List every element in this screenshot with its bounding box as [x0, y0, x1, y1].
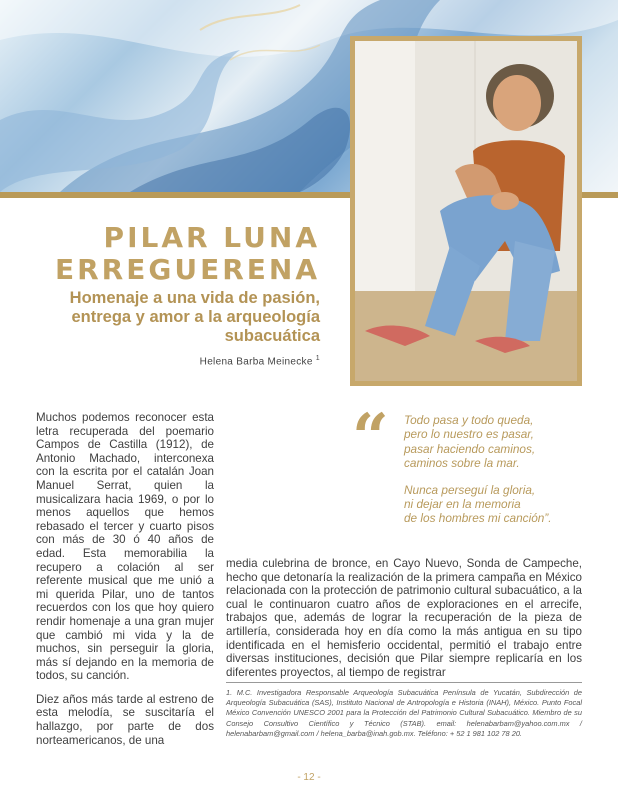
title-line: PILAR LUNA — [103, 221, 320, 254]
article-subtitle — [20, 289, 320, 346]
quote-line: Nunca perseguí la gloria, — [404, 482, 536, 497]
portrait-photo — [355, 41, 577, 381]
body-column-left — [36, 411, 214, 757]
author-byline — [200, 355, 320, 367]
quote-line: ni dejar en la memoria — [404, 497, 521, 512]
portrait-photo-frame — [350, 36, 582, 386]
footnote-divider — [226, 682, 582, 683]
body-column-right — [226, 557, 582, 679]
subtitle-line: Homenaje a una vida de pasión, — [69, 289, 320, 307]
quote-line: de los hombres mi canción”. — [404, 511, 552, 526]
body-paragraph: Muchos podemos reconocer esta letra recuperada del poemario Campos de Castilla (1912), de Antonio Machado, interconexa con la escrita por el catalán Joan Manuel Serrat, quien la musicalizara hacia 1969, o por lo menos aquellos que hemos rebasado el tercer y cuarto pisos con más de 30 ó 40 años de edad. Esta memorabilia la recupero a colación al ser referente musical que me unió a mi querida Pilar, uno de tantos recuerdos con los que hoy quiero rendir homenaje a una gran mujer que cambió mi vida y la de muchos, sin perseguir la gloria, más sí dejando en la memoria de todos, su canción. — [36, 411, 214, 683]
body-paragraph: Diez años más tarde al estreno de esta melodía, se suscitaría el hallazgo, por parte de dos norteamericanos, de una — [36, 692, 214, 747]
author-footnote-ref: 1 — [315, 355, 320, 362]
page-number: - 12 - — [297, 772, 321, 783]
quote-line: Todo pasa y todo queda, — [404, 413, 534, 427]
pull-quote — [404, 413, 604, 538]
author-name: Helena Barba Meinecke — [199, 356, 313, 368]
body-paragraph: media culebrina de bronce, en Cayo Nuevo, Sonda de Campeche, hecho que detonaría la realización de la primera campaña en México relacionada con la protección de patrimonio cultural subacuático, a la cual le continuaron cuatro años de exploraciones en el arrecife, trabajos que, además de lograr la recuperación de la pieza de artillería, considerada hoy en día como la más antigua en su tipo identificada en el hemisferio occidental, permitió el trabajo entre diversas instituciones, decisión que Pilar siempre replicaría en los diferentes proyectos, al tiempo de registrar — [226, 557, 582, 679]
quote-line: pasar haciendo caminos, — [404, 441, 536, 456]
subtitle-line: subacuática — [224, 327, 320, 345]
subtitle-line: entrega y amor a la arqueología — [71, 308, 320, 326]
article-title — [55, 222, 320, 286]
footnote: 1. M.C. Investigadora Responsable Arqueología Subacuática Península de Yucatán, Subdirección de Arqueología Subacuática (SAS), Instituto Nacional de Antropología e Historia (INAH), México. Punto Focal México Convención UNESCO 2001 para la Protección del Patrimonio Cultural Subacuático. Miembro de su Consejo Consultivo Científico y Técnico (STAB). email: helenabarbam@yahoo.com.mx / helenabarbam@gmail.com / helena_barba@inah.gob.mx. Teléfono: + 52 1 981 102 78 20. — [226, 688, 582, 738]
quote-mark-icon: “ — [352, 400, 389, 475]
quote-line: caminos sobre la mar. — [404, 456, 520, 471]
quote-line: pero lo nuestro es pasar, — [404, 427, 534, 442]
title-line: ERREGUERENA — [54, 253, 320, 286]
